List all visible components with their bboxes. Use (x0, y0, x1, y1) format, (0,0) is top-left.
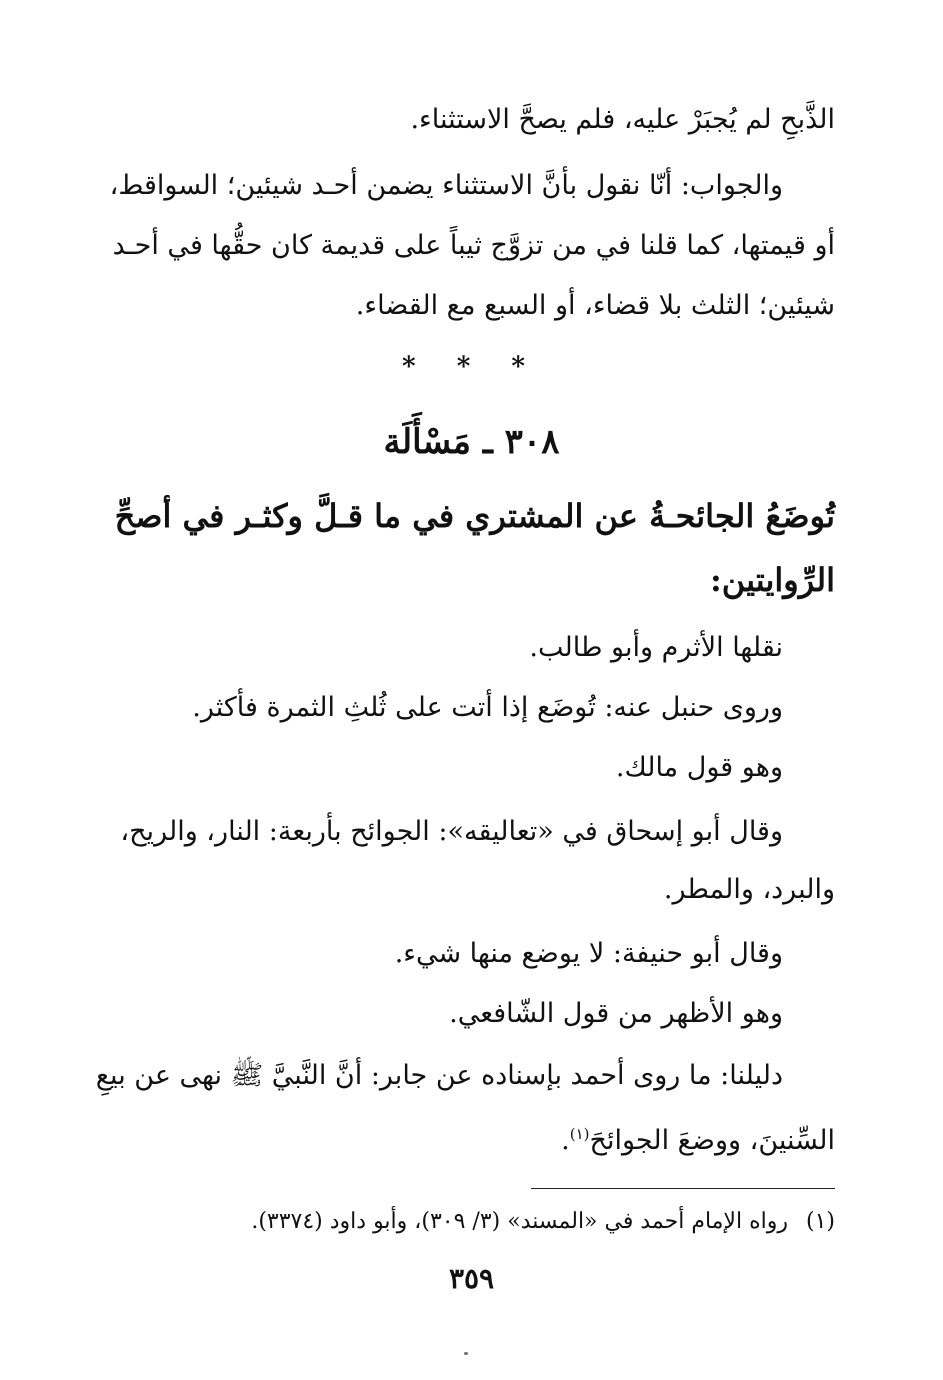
footnote (128, 1204, 835, 1240)
footnote-reference: (١) (569, 1125, 590, 1143)
issue-heading-line-2: الرِّوايتين: (709, 561, 835, 599)
text-line-4: شيئين؛ الثلث بلا قضاء، أو السبع مع القضاء. (355, 290, 835, 321)
body-line-2: وروى حنبل عنه: تُوضَع إذا أتت على ثُلثِ الثمرة فأكثر. (192, 692, 783, 723)
footnote-text: رواه الإمام أحمد في «المسند» (٣/ ٣٠٩)، وأبو داود (٣٣٧٤). (251, 1209, 788, 1234)
page-number: ٣٥٩ (448, 1262, 495, 1295)
text-line-2: والجواب: أنّا نقول بأنَّ الاستثناء يضمن أحـد شيئين؛ السواقط، (109, 170, 783, 201)
footnote-divider (531, 1188, 835, 1189)
body-line-9-end: . (561, 1125, 570, 1156)
section-separator: * * * (402, 352, 541, 382)
body-line-6: وقال أبو حنيفة: لا يوضع منها شيء. (394, 938, 783, 969)
scan-speck (464, 1352, 468, 1355)
masala-label: مَسْأَلَة (383, 422, 472, 462)
body-line-9-text: السِّنينَ، ووضعَ الجوائحَ (589, 1125, 835, 1156)
body-line-8: دليلنا: ما روى أحمد بإسناده عن جابر: أنَّ النَّبيَّ ﷺ نهى عن بيعِ (95, 1060, 783, 1091)
body-line-9 (128, 1114, 835, 1161)
body-line-5: والبرد، والمطر. (663, 874, 835, 905)
body-line-3: وهو قول مالك. (615, 752, 783, 783)
masala-dash: ـ (482, 422, 493, 462)
body-line-7: وهو الأظهر من قول الشّافعي. (449, 998, 783, 1029)
masala-title (0, 418, 943, 466)
text-line-1: الذَّبحِ لم يُجبَرْ عليه، فلم يصحَّ الاستثناء. (410, 104, 835, 135)
text-line-3: أو قيمتها، كما قلنا في من تزوَّج ثيباً على قديمة كان حقُّها في أحـد (112, 230, 835, 261)
footnote-number: (١) (805, 1209, 835, 1234)
body-line-4: وقال أبو إسحاق في «تعاليقه»: الجوائح بأربعة: النار، والريح، (120, 816, 783, 847)
masala-number: ٣٠٨ (504, 422, 560, 462)
issue-heading-line-1: تُوضَعُ الجائحـةُ عن المشتري في ما قـلَّ وكثـر في أصحِّ (114, 497, 835, 535)
body-line-1: نقلها الأثرم وأبو طالب. (529, 632, 783, 663)
